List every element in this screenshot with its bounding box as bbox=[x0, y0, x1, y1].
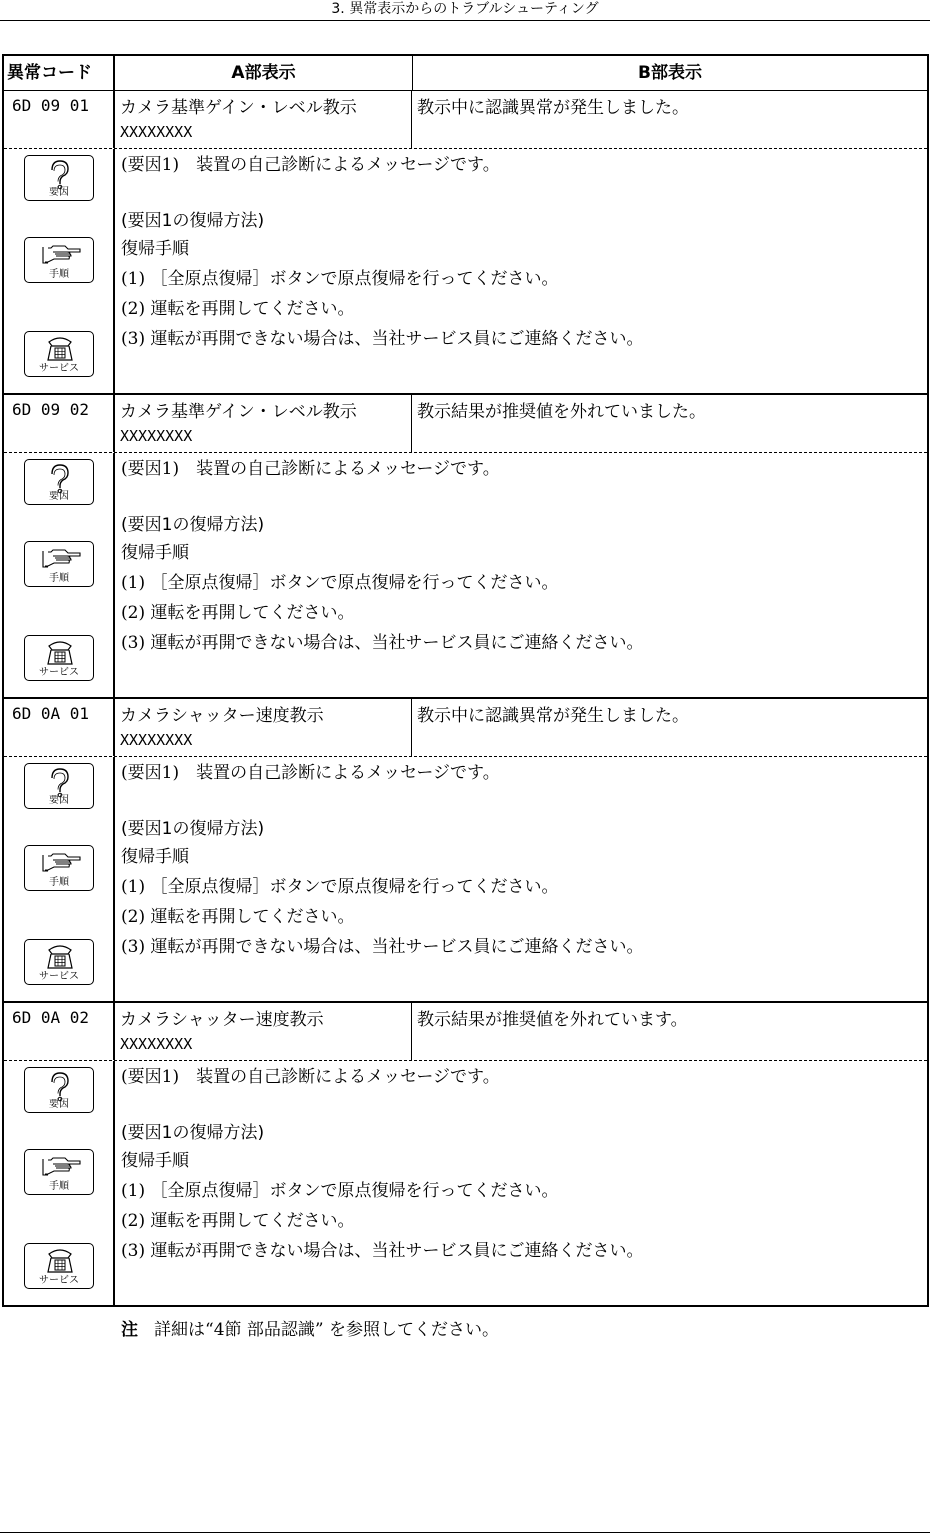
pointing-hand-icon bbox=[24, 541, 94, 587]
steps-title: 復帰手順 bbox=[121, 239, 189, 259]
telephone-icon bbox=[24, 939, 94, 985]
column-header-a: A部表示 bbox=[115, 56, 413, 90]
cause-text: (要因1) 装置の自己診断によるメッセージです。 bbox=[121, 155, 500, 175]
column-header-b: B部表示 bbox=[638, 63, 702, 83]
cause-text: (要因1) 装置の自己診断によるメッセージです。 bbox=[121, 1067, 500, 1087]
recovery-step: (3) 運転が再開できない場合は、当社サービス員にご連絡ください。 bbox=[121, 937, 644, 957]
icon-column bbox=[4, 757, 115, 1001]
b-display: 教示結果が推奨値を外れています。 bbox=[417, 1010, 688, 1030]
pointing-hand-icon bbox=[24, 237, 94, 283]
service-icon-label: サービス bbox=[39, 363, 79, 374]
recovery-step: (1) ［全原点復帰］ボタンで原点復帰を行ってください。 bbox=[121, 269, 559, 289]
cause-icon bbox=[24, 763, 94, 809]
cause-icon-label: 要因 bbox=[49, 795, 69, 806]
entry-summary-row bbox=[4, 1003, 927, 1061]
a-display-text: カメラシャッター速度教示 bbox=[120, 1010, 324, 1030]
recovery-title: (要因1の復帰方法) bbox=[121, 211, 265, 231]
error-entry bbox=[4, 91, 927, 393]
footnote-mark: 注 bbox=[121, 1320, 138, 1340]
steps-icon-label: 手順 bbox=[49, 573, 69, 584]
page-header bbox=[0, 0, 930, 21]
steps-icon-label: 手順 bbox=[49, 877, 69, 888]
telephone-icon bbox=[24, 1243, 94, 1289]
entry-detail-row bbox=[4, 1061, 927, 1305]
recovery-step: (3) 運転が再開できない場合は、当社サービス員にご連絡ください。 bbox=[121, 329, 644, 349]
recovery-step: (2) 運転を再開してください。 bbox=[121, 299, 355, 319]
table-header-row bbox=[4, 56, 927, 91]
a-display-code: XXXXXXXX bbox=[120, 123, 193, 141]
error-code: 6D 0A 02 bbox=[4, 1003, 115, 1060]
entry-summary-row bbox=[4, 395, 927, 453]
service-icon-label: サービス bbox=[39, 1275, 79, 1286]
a-display-code: XXXXXXXX bbox=[120, 427, 193, 445]
steps-title: 復帰手順 bbox=[121, 543, 189, 563]
column-header-code: 異常コード bbox=[4, 56, 115, 90]
icon-column bbox=[4, 1061, 115, 1305]
footnote-text: 詳細は“4節 部品認識” を参照してください。 bbox=[154, 1320, 500, 1340]
b-display: 教示中に認識異常が発生しました。 bbox=[417, 98, 689, 118]
pointing-hand-icon bbox=[24, 1149, 94, 1195]
recovery-text bbox=[115, 453, 927, 697]
telephone-icon bbox=[24, 635, 94, 681]
recovery-step: (2) 運転を再開してください。 bbox=[121, 1211, 355, 1231]
cause-text: (要因1) 装置の自己診断によるメッセージです。 bbox=[121, 459, 500, 479]
recovery-title: (要因1の復帰方法) bbox=[121, 819, 265, 839]
steps-icon-label: 手順 bbox=[49, 1181, 69, 1192]
entry-summary-row bbox=[4, 91, 927, 149]
error-entry bbox=[4, 1001, 927, 1305]
telephone-icon bbox=[24, 331, 94, 377]
footnote bbox=[121, 1318, 499, 1342]
page-title: 3. 異常表示からのトラブルシューティング bbox=[331, 1, 599, 17]
error-entry bbox=[4, 393, 927, 697]
a-display bbox=[115, 1003, 412, 1060]
service-icon-label: サービス bbox=[39, 667, 79, 678]
cause-icon-label: 要因 bbox=[49, 187, 69, 198]
steps-title: 復帰手順 bbox=[121, 847, 189, 867]
recovery-step: (3) 運転が再開できない場合は、当社サービス員にご連絡ください。 bbox=[121, 633, 644, 653]
service-icon-label: サービス bbox=[39, 971, 79, 982]
error-code: 6D 09 02 bbox=[4, 395, 115, 452]
recovery-step: (1) ［全原点復帰］ボタンで原点復帰を行ってください。 bbox=[121, 877, 559, 897]
error-code-table bbox=[2, 54, 929, 1307]
a-display bbox=[115, 395, 412, 452]
entry-detail-row bbox=[4, 149, 927, 393]
a-display-code: XXXXXXXX bbox=[120, 1035, 193, 1053]
error-code: 6D 0A 01 bbox=[4, 699, 115, 756]
cause-icon bbox=[24, 155, 94, 201]
pointing-hand-icon bbox=[24, 845, 94, 891]
entry-summary-row bbox=[4, 699, 927, 757]
a-display bbox=[115, 699, 412, 756]
a-display-text: カメラ基準ゲイン・レベル教示 bbox=[120, 402, 357, 422]
error-entry bbox=[4, 697, 927, 1001]
recovery-text bbox=[115, 149, 927, 393]
cause-icon bbox=[24, 1067, 94, 1113]
a-display-code: XXXXXXXX bbox=[120, 731, 193, 749]
steps-icon-label: 手順 bbox=[49, 269, 69, 280]
icon-column bbox=[4, 149, 115, 393]
cause-icon-label: 要因 bbox=[49, 491, 69, 502]
error-code: 6D 09 01 bbox=[4, 91, 115, 148]
a-display-text: カメラ基準ゲイン・レベル教示 bbox=[120, 98, 357, 118]
recovery-text bbox=[115, 1061, 927, 1305]
recovery-step: (1) ［全原点復帰］ボタンで原点復帰を行ってください。 bbox=[121, 573, 559, 593]
steps-title: 復帰手順 bbox=[121, 1151, 189, 1171]
cause-text: (要因1) 装置の自己診断によるメッセージです。 bbox=[121, 763, 500, 783]
recovery-title: (要因1の復帰方法) bbox=[121, 515, 265, 535]
b-display: 教示中に認識異常が発生しました。 bbox=[417, 706, 689, 726]
recovery-step: (2) 運転を再開してください。 bbox=[121, 907, 355, 927]
recovery-title: (要因1の復帰方法) bbox=[121, 1123, 265, 1143]
cause-icon-label: 要因 bbox=[49, 1099, 69, 1110]
icon-column bbox=[4, 453, 115, 697]
b-display: 教示結果が推奨値を外れていました。 bbox=[417, 402, 706, 422]
a-display-text: カメラシャッター速度教示 bbox=[120, 706, 324, 726]
recovery-step: (1) ［全原点復帰］ボタンで原点復帰を行ってください。 bbox=[121, 1181, 559, 1201]
recovery-step: (2) 運転を再開してください。 bbox=[121, 603, 355, 623]
recovery-text bbox=[115, 757, 927, 1001]
cause-icon bbox=[24, 459, 94, 505]
page-footer-rule bbox=[0, 1532, 930, 1533]
recovery-step: (3) 運転が再開できない場合は、当社サービス員にご連絡ください。 bbox=[121, 1241, 644, 1261]
entry-detail-row bbox=[4, 757, 927, 1001]
a-display bbox=[115, 91, 412, 148]
entry-detail-row bbox=[4, 453, 927, 697]
